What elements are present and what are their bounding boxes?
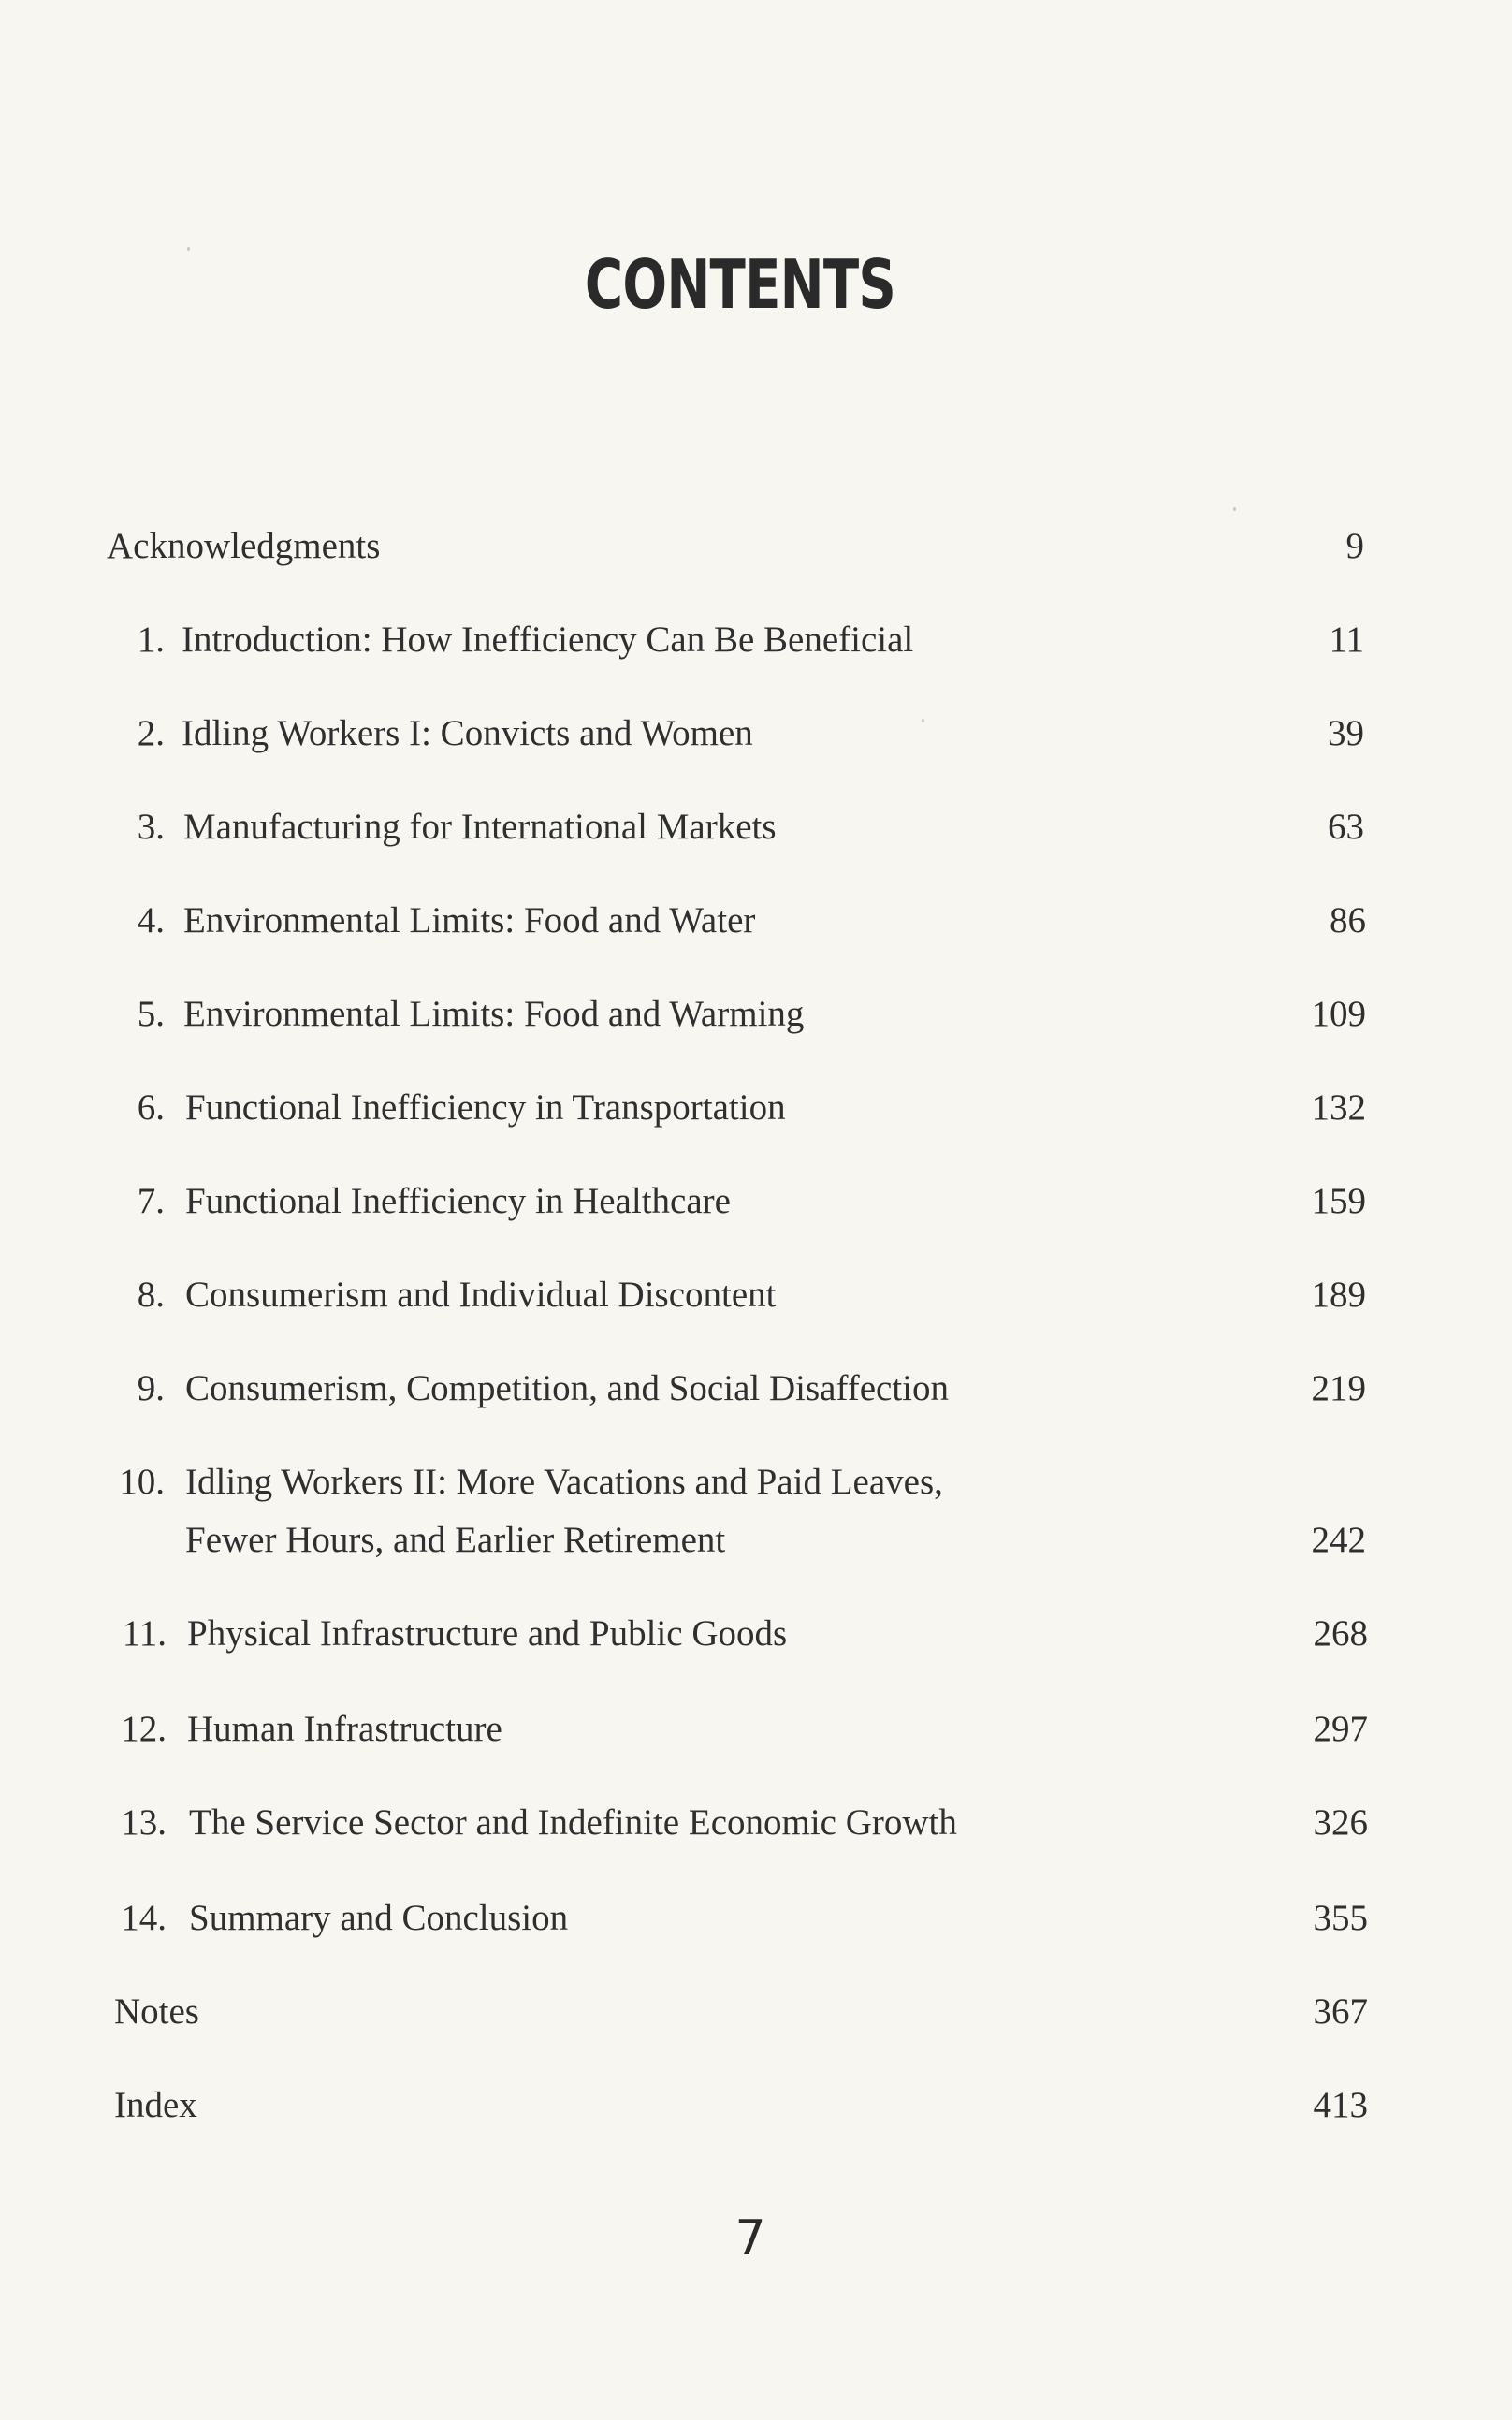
toc-entry-label: Summary and Conclusion	[189, 1898, 569, 1938]
toc-entry-label: Idling Workers II: More Vacations and Paid Leaves,	[185, 1462, 943, 1502]
toc-entry-chapter-12[interactable]	[0, 1701, 1512, 1757]
toc-entry-label: Index	[114, 2085, 197, 2125]
toc-entry-chapter-9[interactable]	[0, 1361, 1512, 1417]
page-title: CONTENTS	[584, 245, 896, 324]
toc-entry-chapter-4[interactable]	[0, 893, 1512, 949]
toc-entry-chapter-2[interactable]	[0, 706, 1512, 762]
toc-entry-chapter-14[interactable]	[0, 1890, 1512, 1946]
toc-entry-number: 12.	[121, 1709, 167, 1749]
toc-entry-notes[interactable]	[0, 1984, 1512, 2040]
toc-entry-page: 11	[1329, 620, 1364, 660]
toc-entry-label-continued: Fewer Hours, and Earlier Retirement	[185, 1520, 726, 1560]
toc-entry-number: 5.	[137, 994, 165, 1034]
toc-entry-label: Acknowledgments	[107, 526, 381, 566]
toc-entry-page: 326	[1313, 1802, 1368, 1843]
paper-speck	[187, 247, 190, 251]
toc-entry-label: The Service Sector and Indefinite Economic Growth	[189, 1802, 957, 1843]
toc-entry-page: 413	[1313, 2085, 1368, 2125]
toc-entry-number: 9.	[137, 1368, 165, 1408]
toc-entry-page: 268	[1313, 1613, 1368, 1654]
toc-entry-chapter-7[interactable]	[0, 1174, 1512, 1230]
toc-entry-label: Functional Inefficiency in Healthcare	[185, 1181, 731, 1221]
toc-entry-chapter-3[interactable]	[0, 799, 1512, 855]
toc-entry-label: Idling Workers I: Convicts and Women	[182, 713, 753, 753]
toc-entry-number: 2.	[137, 713, 165, 753]
toc-entry-page: 367	[1313, 1991, 1368, 2032]
toc-entry-number: 6.	[137, 1087, 165, 1128]
toc-entry-index[interactable]	[0, 2077, 1512, 2134]
toc-entry-label: Consumerism, Competition, and Social Disaffection	[185, 1368, 950, 1408]
toc-entry-page: 159	[1311, 1181, 1366, 1221]
toc-entry-page: 297	[1313, 1709, 1368, 1749]
toc-entry-page: 355	[1313, 1898, 1368, 1938]
toc-entry-number: 13.	[121, 1802, 167, 1843]
toc-entry-page: 189	[1311, 1275, 1366, 1315]
toc-entry-acknowledgments[interactable]	[0, 518, 1512, 575]
toc-entry-page: 63	[1328, 807, 1364, 847]
toc-entry-page: 219	[1311, 1368, 1366, 1408]
toc-entry-page: 86	[1330, 900, 1366, 940]
toc-entry-chapter-5[interactable]	[0, 986, 1512, 1042]
toc-entry-chapter-13[interactable]	[0, 1795, 1512, 1851]
toc-entry-number: 11.	[122, 1613, 167, 1654]
toc-entry-page: 132	[1311, 1087, 1366, 1128]
toc-entry-number: 4.	[137, 900, 165, 940]
toc-entry-number: 3.	[137, 807, 165, 847]
toc-entry-number: 10.	[119, 1462, 165, 1502]
toc-entry-page: 9	[1345, 526, 1364, 566]
toc-entry-number: 8.	[137, 1275, 165, 1315]
toc-entry-number: 1.	[137, 620, 165, 660]
toc-entry-chapter-6[interactable]	[0, 1080, 1512, 1136]
toc-entry-label: Functional Inefficiency in Transportation	[185, 1087, 786, 1128]
toc-entry-chapter-10[interactable]	[0, 1454, 1512, 1570]
toc-entry-label: Manufacturing for International Markets	[183, 807, 777, 847]
toc-entry-chapter-8[interactable]	[0, 1267, 1512, 1323]
paper-speck	[922, 719, 924, 722]
toc-entry-chapter-1[interactable]	[0, 612, 1512, 668]
toc-entry-number: 7.	[137, 1181, 165, 1221]
paper-speck	[1233, 507, 1236, 511]
toc-entry-label: Environmental Limits: Food and Water	[183, 900, 756, 940]
toc-entry-label: Introduction: How Inefficiency Can Be Beneficial	[182, 620, 914, 660]
toc-entry-number: 14.	[121, 1898, 167, 1938]
toc-entry-page: 242	[1311, 1520, 1366, 1560]
toc-entry-page: 39	[1328, 713, 1364, 753]
page-number: 7	[734, 2210, 766, 2267]
toc-entry-label: Human Infrastructure	[187, 1709, 502, 1749]
toc-entry-page: 109	[1311, 994, 1366, 1034]
toc-entry-label: Physical Infrastructure and Public Goods	[187, 1613, 788, 1654]
toc-entry-chapter-11[interactable]	[0, 1606, 1512, 1662]
toc-entry-label: Notes	[114, 1991, 199, 2032]
toc-entry-label: Consumerism and Individual Discontent	[185, 1275, 777, 1315]
toc-entry-label: Environmental Limits: Food and Warming	[183, 994, 805, 1034]
